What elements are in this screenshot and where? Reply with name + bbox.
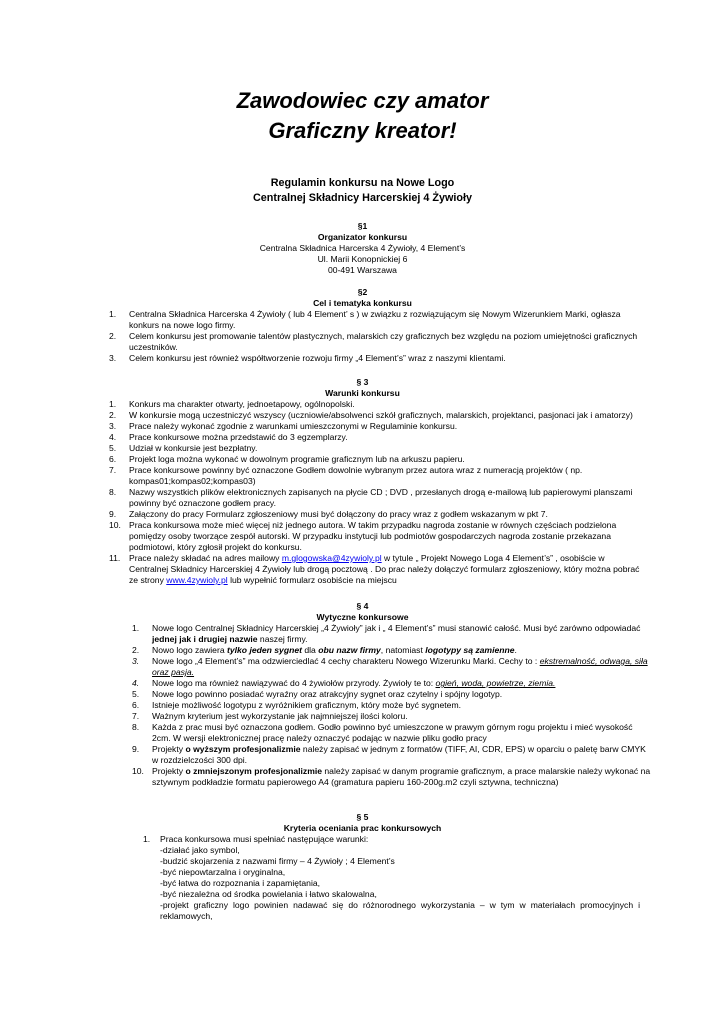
section-number: § 5 (356, 812, 369, 822)
list-item (109, 309, 651, 331)
section-title: Organizator konkursu (317, 232, 408, 242)
list-item (132, 722, 652, 744)
list-item-number: 6. (132, 700, 140, 710)
list-item-number: 8. (132, 722, 140, 732)
text-run: o wyższym profesjonalizmie (185, 744, 301, 754)
list-item-number: 1. (109, 399, 117, 409)
list-item (132, 744, 652, 766)
link[interactable]: m.glogowska@4zywioly.pl (281, 553, 382, 563)
text-run: Nazwy wszystkich plików elektronicznych zapisanych na płycie CD ; DVD , przesłanych drogą e-mailową lub papierowymi planszami powinny być oznaczone godłem pracy. (129, 487, 633, 508)
text-run: Ważnym kryterium jest wykorzystanie jak najmniejszej ilości koloru. (152, 711, 408, 721)
text-run: Nowe logo „4 Element’s” ma odzwierciedlać 4 cechy charakteru Nowego Wizerunku Marki. Cechy to : (152, 656, 540, 666)
list-item-number: 1. (132, 623, 140, 633)
text-run: ogień, woda, powietrze, ziemia. (435, 678, 556, 688)
criteria-condition: -być niepowtarzalna i oryginalna, (160, 867, 286, 877)
list-item (109, 465, 645, 487)
list-item (132, 700, 652, 711)
text-run: ekstremalność, odwaga, siła oraz pasja. (152, 656, 648, 677)
text-run: Celem konkursu jest promowanie talentów plastycznych, malarskich czy graficznych bez względu na poziom umiejętności graficznych uczestników. (129, 331, 638, 352)
list-item (109, 454, 645, 465)
criteria-item-text: Praca konkursowa musi spełniać następujące warunki: (160, 834, 369, 844)
list-item (109, 443, 645, 454)
section-5-heading (0, 812, 725, 834)
subtitle-line-2: Centralnej Składnicy Harcerskiej 4 Żywioły (252, 192, 473, 204)
list-item-number: 9. (132, 744, 140, 754)
criteria-condition: -być niezależna od środka powielania i łatwo skalowalna, (160, 889, 377, 899)
subtitle-line-1: Regulamin konkursu na Nowe Logo (270, 177, 455, 189)
text-run: Praca konkursowa może mieć więcej niż jednego autora. W takim przypadku nagroda zostanie w równych częściach podzielona pomiędzy osoby tworzące zespół autorski. W przypadku instytucji lub podmiotów gospodarczych nagroda zostanie przekazana podmiotowi, który zgłosił projekt do konkursu. (129, 520, 617, 552)
section-number: § 4 (356, 601, 369, 611)
text-run: Nowe logo Centralnej Składnicy Harcerskiej „4 Żywioły” jak i „ 4 Element’s” musi stanowić całość. Musi być zarówno odpowiadać (152, 623, 641, 633)
text-run: Załączony do pracy Formularz zgłoszeniowy musi być dołączony do pracy wraz z godłem wskazanym w pkt 7. (129, 509, 548, 519)
section-4-list (132, 623, 652, 788)
list-item (132, 766, 652, 788)
section-3-list (109, 399, 645, 586)
text-run: Projekty (152, 766, 186, 776)
list-item (109, 509, 645, 520)
list-item-number: 5. (109, 443, 117, 453)
criteria-condition-last: -projekt graficzny logo powinien nadawać się do różnorodnego wykorzystania – w tym w materiałach promocyjnych i reklamowych, (160, 900, 640, 921)
criteria-conditions (160, 845, 640, 922)
text-run: Udział w konkursie jest bezpłatny. (129, 443, 258, 453)
text-run: W konkursie mogą uczestniczyć wszyscy (uczniowie/absolwenci szkół graficznych, malarskich, projektanci, pasjonaci jak i amatorzy) (129, 410, 633, 420)
text-run: Nowe logo ma również nawiązywać do 4 żywiołów przyrody. Żywioły te to: (152, 678, 436, 688)
list-item-number: 4. (109, 432, 117, 442)
text-run: Konkurs ma charakter otwarty, jednoetapowy, ogólnopolski. (129, 399, 355, 409)
text-run: Prace konkursowe powinny być oznaczone Godłem dowolnie wybranym przez autora wraz z numeracją projektów ( np. kompas01;kompas02;kompas03) (129, 465, 583, 486)
list-item (109, 432, 645, 443)
organizer-name: Centralna Składnica Harcerska 4 Żywioły, 4 Element’s (259, 243, 466, 253)
text-run: Istnieje możliwość logotypu z wyróżnikiem graficznym, który może być sygnetem. (152, 700, 462, 710)
document-subtitle (0, 176, 725, 206)
text-run: Projekty (152, 744, 186, 754)
text-run: naszej firmy. (257, 634, 308, 644)
list-item-number: 4. (132, 678, 140, 688)
list-item (109, 353, 651, 364)
text-run: należy zapisać w danym programie graficznym, a prace malarskie należy wykonać na sztywnym podkładzie formatu papierowego A4 (gramatura papieru 160-200g.m2 czyli sztywna, techniczna) (152, 766, 651, 787)
list-item-number: 7. (109, 465, 117, 475)
text-run: należy zapisać w jednym z formatów (TIFF, AI, CDR, EPS) w oparciu o paletę barw CMYK w rozdzielczości 300 dpi. (152, 744, 646, 765)
section-title: Wytyczne konkursowe (316, 612, 409, 622)
organizer-address (0, 243, 725, 276)
list-item (132, 623, 652, 645)
list-item-number: 2. (132, 645, 140, 655)
list-item (109, 399, 645, 410)
criteria-condition: -być łatwa do rozpoznania i zapamiętania, (160, 878, 321, 888)
text-run: . (514, 645, 517, 655)
section-4-heading (0, 601, 725, 623)
link[interactable]: www.4zywioly.pl (166, 575, 228, 585)
list-item (132, 645, 652, 656)
list-item (109, 520, 645, 553)
section-2-list (109, 309, 651, 364)
list-item (132, 711, 652, 722)
text-run: Celem konkursu jest również współtworzenie rozwoju firmy „4 Element’s” wraz z naszymi klientami. (129, 353, 506, 363)
text-run: dla (301, 645, 319, 655)
list-item-number: 3. (109, 421, 117, 431)
text-run: lub wypełnić formularz osobiście na miejscu (227, 575, 397, 585)
text-run: Prace należy składać na adres mailowy (129, 553, 282, 563)
section-1-heading (0, 221, 725, 243)
text-run: jednej jak i drugiej nazwie (152, 634, 258, 644)
section-2-heading (0, 287, 725, 309)
section-number: §1 (357, 221, 368, 231)
section-3-heading (0, 377, 725, 399)
list-item (109, 553, 645, 586)
list-item (132, 678, 652, 689)
list-item-number: 3. (109, 353, 117, 363)
text-run: o zmniejszonym profesjonalizmie (185, 766, 323, 776)
text-run: Każda z prac musi być oznaczona godłem. Godło powinno być umieszczone w prawym górnym rogu projektu i mieć wysokość 2cm. W wersji elektronicznej pracę należy oznaczyć podając w nazwie pliku godło pracy (152, 722, 633, 743)
text-run: Prace należy wykonać zgodnie z warunkami umieszczonymi w Regulaminie konkursu. (129, 421, 458, 431)
title-line-1: Zawodowiec czy amator (236, 88, 489, 113)
text-run: tylko jeden sygnet (227, 645, 302, 655)
list-item-number: 3. (132, 656, 140, 666)
section-title: Kryteria oceniania prac konkursowych (283, 823, 442, 833)
title-line-2: Graficzny kreator! (268, 118, 457, 143)
list-item-number: 2. (109, 331, 117, 341)
section-title: Cel i tematyka konkursu (313, 298, 412, 308)
text-run: obu nazw firmy (318, 645, 381, 655)
list-item-number: 9. (109, 509, 117, 519)
list-item (109, 421, 645, 432)
criteria-condition: -działać jako symbol, (160, 845, 240, 855)
text-run: Centralna Składnica Harcerska 4 Żywioły ( lub 4 Element’ s ) w związku z rozwiązującym się Nowym Wizerunkiem Marki, ogłasza konkurs na nowe logo firmy. (129, 309, 621, 330)
list-item-number: 7. (132, 711, 140, 721)
list-item-number: 1. (109, 309, 117, 319)
section-title: Warunki konkursu (325, 388, 400, 398)
list-item-number: 5. (132, 689, 140, 699)
text-run: Projekt loga można wykonać w dowolnym programie graficznym lub na arkuszu papieru. (129, 454, 465, 464)
list-item (109, 410, 645, 421)
list-item-number: 10. (132, 766, 144, 776)
list-item-number: 11. (109, 553, 121, 563)
criteria-item (143, 834, 643, 845)
list-item (132, 656, 652, 678)
section-number: § 3 (356, 377, 369, 387)
text-run: logotypy są zamienne (425, 645, 515, 655)
section-5-criteria (143, 834, 643, 845)
organizer-street: Ul. Marii Konopnickiej 6 (317, 254, 408, 264)
organizer-city: 00-491 Warszawa (328, 265, 397, 275)
list-item (109, 331, 651, 353)
text-run: Prace konkursowe można przedstawić do 3 egzemplarzy. (129, 432, 348, 442)
criteria-condition: -budzić skojarzenia z nazwami firmy – 4 Żywioły ; 4 Element’s (160, 856, 395, 866)
text-run: , natomiast (380, 645, 426, 655)
text-run: w tytule „ Projekt Nowego Loga 4 Element’s” , osobiście w Centralnej Składnicy Harcerskiej 4 Żywioły lub drogą pocztową . Do prac należy dołączyć formularz zgłoszeniowy, który można pobrać ze strony (129, 553, 640, 585)
list-item-number: 10. (109, 520, 121, 530)
section-number: §2 (357, 287, 368, 297)
list-item-number: 6. (109, 454, 117, 464)
criteria-item-number: 1. (143, 834, 151, 844)
list-item (109, 487, 645, 509)
document-title (0, 86, 725, 146)
list-item-number: 8. (109, 487, 117, 497)
text-run: Nowo logo zawiera (152, 645, 227, 655)
list-item (132, 689, 652, 700)
list-item-number: 2. (109, 410, 117, 420)
text-run: Nowe logo powinno posiadać wyraźny oraz atrakcyjny sygnet oraz czytelny i spójny logotyp. (152, 689, 503, 699)
